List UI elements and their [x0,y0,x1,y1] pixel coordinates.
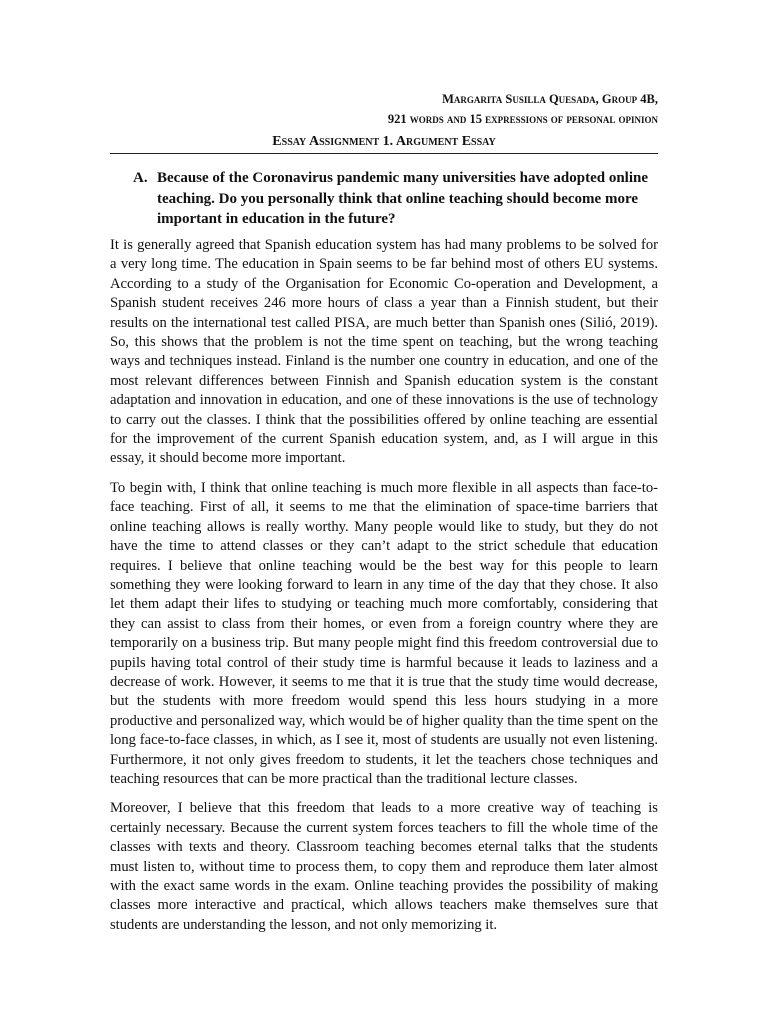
word-count-line: 921 words and 15 expressions of personal opinion [387,112,658,126]
paragraph-3: Moreover, I believe that this freedom that leads to a more creative way of teaching is certainly necessary. Because the current system forces teachers to fill the whole time of the classes with texts and theory. Classroom teaching becomes eternal talks that the students must listen to, without time to process them, to copy them and reproduce them later almost with the exact same words in the exam. Online teaching provides the possibility of making classes more interactive and practical, which allows teachers make themselves sure that students are understanding the lesson, and not only memorizing it. [110,800,658,933]
author-line: Margarita Susilla Quesada, Group 4B, [442,92,658,106]
paragraph-1: It is generally agreed that Spanish education system has had many problems to be solved for a very long time. The education in Spain seems to be far behind most of others EU systems. According to a study of the Organisation for Economic Co-operation and Development, a Spanish student receives 246 more hours of class a year than a Finnish student, but their results on the international test called PISA, are much better than Spanish ones (Silió, 2019). So, this shows that the problem is not the time spent on teaching, but the wrong teaching ways and techniques instead. Finland is the number one country in education, and one of the most relevant differences between Finnish and Spanish education system is the constant adaptation and innovation in education, and one of these innovations is the use of technology to carry out the classes. I think that the possibilities offered by online teaching are essential for the improvement of the current Spanish education system, and, as I will argue in this essay, it should become more important. [110,237,658,467]
title-rule [110,153,658,154]
essay-body [110,236,658,945]
question-text: Because of the Coronavirus pandemic many universities have adopted online teaching. Do you personally think that online teaching should become more important in education in the future? [157,170,648,227]
paragraph-2: To begin with, I think that online teaching is much more flexible in all aspects than face-to-face teaching. First of all, it seems to me that the elimination of space-time barriers that online teaching allows is really worthy. Many people would like to study, but they do not have the time to attend classes or they can’t adapt to the strict schedule that education requires. I believe that online teaching would be the best way for this people to learn something they were looking forward to learn in any time of the day that they chose. It also let them adapt their lifes to studying or teaching much more comfortably, considering that they can assist to class from their homes, or even from a foreign country where they are temporarily on a business trip. But many people might find this freedom controversial due to pupils having total control of their study time is harmful because it leads to laziness and a decrease of work. However, it seems to me that it is true that the study time would decrease, but the students with more freedom would spend this less hours studying in a more productive and personalized way, which would be of higher quality than the time spent on the long face-to-face classes, in which, as I see it, most of students are usually not even listening. Furthermore, it not only gives freedom to students, it let the teachers chose techniques and teaching resources that can be more practical than the traditional lecture classes. [110,479,658,787]
question-label: A. [133,170,148,186]
essay-title: Essay Assignment 1. Argument Essay [272,134,496,149]
essay-question [133,168,658,230]
